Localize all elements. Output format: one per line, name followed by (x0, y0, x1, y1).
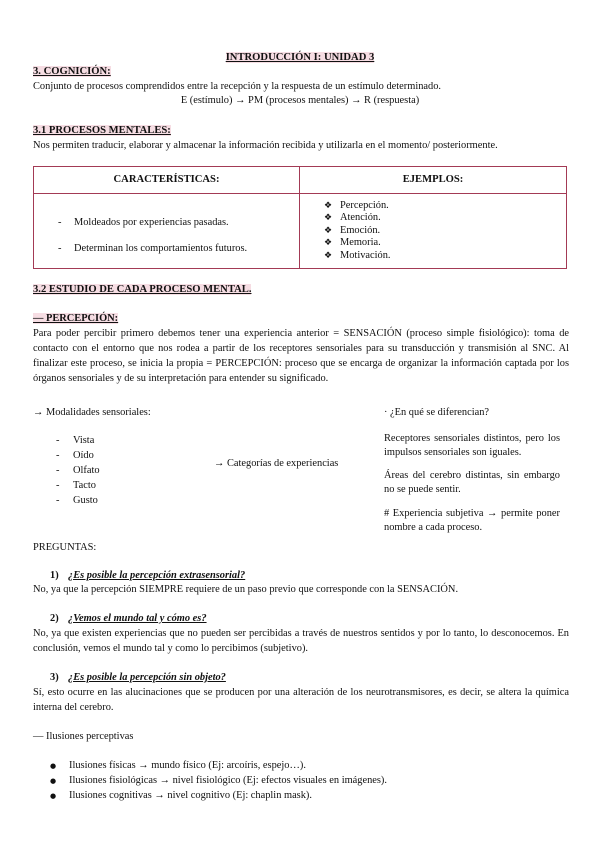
list-item: - Gusto (33, 493, 183, 508)
procesos-mentales-text: Nos permiten traducir, elaborar y almacenar la información recibida y utilizarla en el momento/ posteriormente. (33, 140, 498, 151)
cognicion-definition: Conjunto de procesos comprendidos entre la recepción y la respuesta de un estímulo determinado. (33, 81, 441, 92)
cognicion-formula: E (estímulo) → PM (procesos mentales) → R (respuesta) (180, 95, 420, 106)
section-cognicion-heading: 3. COGNICIÓN: (33, 66, 111, 77)
percepcion-subheading: — PERCEPCIÓN: (33, 313, 119, 324)
list-item: ❖ Atención. (300, 212, 566, 225)
section-procesos-mentales-heading: 3.1 PROCESOS MENTALES: (33, 125, 171, 136)
table-header-caracteristicas: CARACTERÍSTICAS: (34, 167, 300, 194)
question-2: 2) ¿Vemos el mundo tal y cómo es? (50, 613, 207, 624)
ejemplos-cell (300, 194, 567, 269)
ilusiones-list (0, 758, 560, 803)
question-3: 3) ¿Es posible la percepción sin objeto? (50, 672, 226, 683)
list-item: ❖ Memoria. (300, 237, 566, 250)
percepcion-paragraph: Para poder percibir primero debemos tener una experiencia anterior = SENSACIÓN (proceso simple fisiológico): toma de contacto con el entorno que nos rodea a partir de los receptores sensoriales para su transducción y transmisión al SNC. Al finalizar este proceso, se inicia la propia = PERCEPCIÓN: proceso que se encarga de organizar la información captada por los órganos sensoriales y de su interpretación para entender su significado. (33, 328, 569, 384)
list-item: ● Ilusiones fisiológicas → nivel fisiológico (Ej: efectos visuales en imágenes). (0, 773, 560, 788)
caracteristicas-cell (34, 194, 300, 269)
characteristics-table (33, 166, 567, 269)
difference-2: Áreas del cerebro distintas, sin embargo no se puede sentir. (384, 470, 560, 496)
list-item: - Tacto (33, 478, 183, 493)
list-item: ❖ Emoción. (300, 225, 566, 238)
list-item: - Determinan los comportamientos futuros. (34, 242, 299, 256)
section-estudio-heading: 3.2 ESTUDIO DE CADA PROCESO MENTAL. (33, 284, 252, 295)
preguntas-label: PREGUNTAS: (33, 542, 97, 553)
list-item: - Moldeados por experiencias pasadas. (34, 216, 299, 230)
list-item: ● Ilusiones cognitivas → nivel cognitivo (Ej: chaplin mask). (0, 788, 560, 803)
difference-3: # Experiencia subjetiva → permite poner nombre a cada proceso. (384, 508, 560, 534)
categorias-label: → Categorías de experiencias (214, 458, 339, 469)
answer-2: No, ya que existen experiencias que no pueden ser percibidas a través de nuestros sentidos y por lo tanto, lo desconocemos. En conclusión, vemos el mundo tal y como lo percibimos (subjetivo). (33, 628, 569, 654)
answer-3: Sí, esto ocurre en las alucinaciones que se producen por una alteración de los neurotransmisores, es decir, se altera la química interna del cerebro. (33, 687, 569, 713)
list-item: - Vista (33, 433, 183, 448)
page-title: INTRODUCCIÓN I: UNIDAD 3 (225, 52, 375, 63)
question-1: 1) ¿Es posible la percepción extrasensorial? (50, 570, 246, 581)
senses-list (33, 433, 183, 508)
difference-1: Receptores sensoriales distintos, pero los impulsos sensoriales son iguales. (384, 433, 560, 459)
modalidades-label: → Modalidades sensoriales: (33, 407, 151, 418)
table-header-ejemplos: EJEMPLOS: (300, 167, 567, 194)
answer-1: No, ya que la percepción SIEMPRE requiere de un paso previo que corresponde con la SENSACIÓN. (33, 584, 459, 595)
list-item: - Olfato (33, 463, 183, 478)
ilusiones-heading: — Ilusiones perceptivas (33, 731, 134, 742)
list-item: ❖ Motivación. (300, 250, 566, 263)
list-item: ● Ilusiones físicas → mundo físico (Ej: arcoíris, espejo…). (0, 758, 560, 773)
list-item: ❖ Percepción. (300, 200, 566, 213)
list-item: - Oído (33, 448, 183, 463)
diferencian-question: · ¿En qué se diferencian? (384, 407, 490, 418)
